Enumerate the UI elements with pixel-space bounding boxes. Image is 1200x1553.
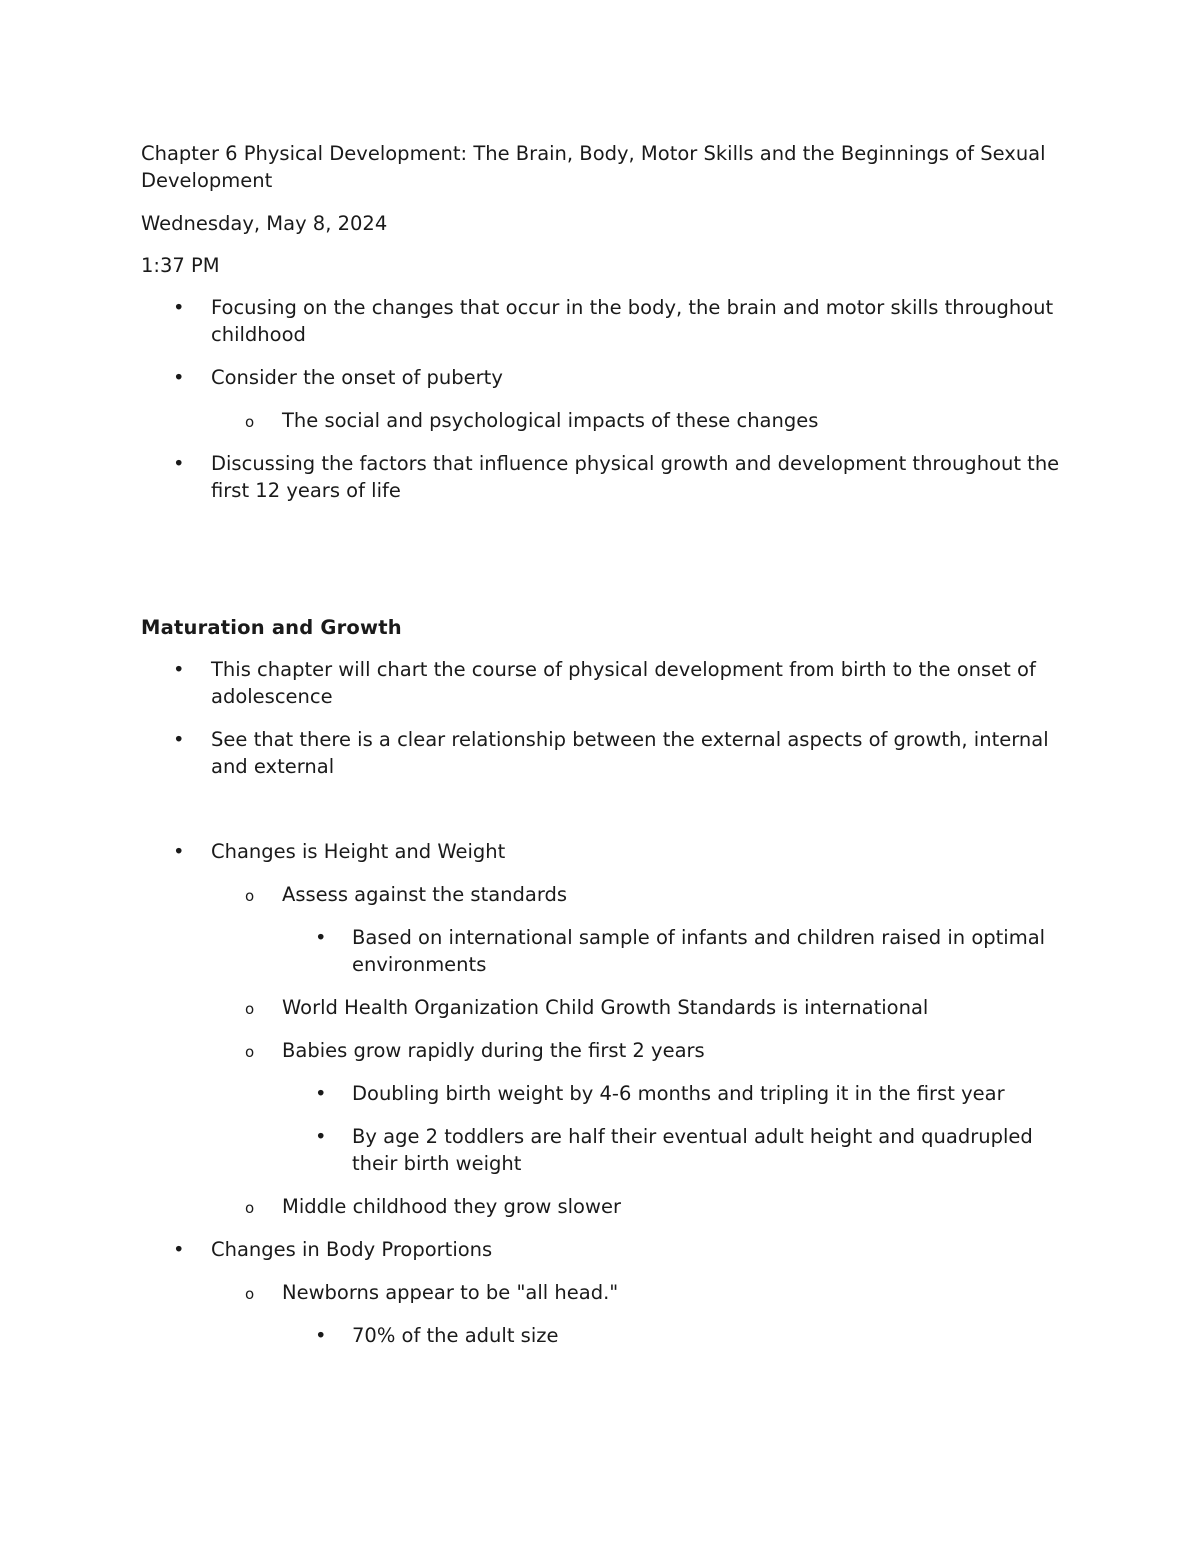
note-date: Wednesday, May 8, 2024 [141, 212, 388, 235]
list-item-text: Middle childhood they grow slower [282, 1195, 621, 1218]
list-item [141, 450, 1061, 504]
bullet-disc-icon: • [315, 1082, 327, 1105]
section-heading: Maturation and Growth [141, 616, 402, 639]
list-item-text: Consider the onset of puberty [211, 366, 503, 389]
list-item [141, 1193, 1061, 1220]
bullet-disc-icon: • [315, 1125, 327, 1148]
list-item-text: This chapter will chart the course of physical development from birth to the onset of adolescence [211, 658, 1036, 708]
bullet-disc-icon: • [173, 728, 185, 751]
list-item-text: See that there is a clear relationship between the external aspects of growth, internal and external [211, 728, 1049, 778]
list-item-text: Discussing the factors that influence physical growth and development throughout the first 12 years of life [211, 452, 1060, 502]
bullet-circle-icon: o [245, 1043, 255, 1061]
bullet-circle-icon: o [245, 887, 255, 905]
bullet-circle-icon: o [245, 413, 255, 431]
bullet-disc-icon: • [315, 1324, 327, 1347]
list-item [141, 656, 1061, 710]
intro-list [141, 294, 1061, 504]
list-item-text: Doubling birth weight by 4-6 months and tripling it in the first year [352, 1082, 1005, 1105]
list-item [141, 1080, 1061, 1107]
section-list-b [141, 838, 1061, 1349]
bullet-disc-icon: • [173, 658, 185, 681]
list-item [141, 364, 1061, 391]
list-item-text: Assess against the standards [282, 883, 568, 906]
list-item [141, 1123, 1061, 1177]
section-list-a [141, 656, 1061, 780]
note-title: Chapter 6 Physical Development: The Brain, Body, Motor Skills and the Beginnings of Sexual Development [141, 142, 1046, 192]
list-item-text: World Health Organization Child Growth Standards is international [282, 996, 929, 1019]
note-time: 1:37 PM [141, 254, 220, 277]
bullet-disc-icon: • [173, 1238, 185, 1261]
list-item-text: 70% of the adult size [352, 1324, 559, 1347]
list-item-text: Babies grow rapidly during the first 2 years [282, 1039, 705, 1062]
list-item [141, 407, 1061, 434]
spacer [141, 796, 1061, 838]
bullet-disc-icon: • [173, 840, 185, 863]
bullet-circle-icon: o [245, 1285, 255, 1303]
list-item [141, 994, 1061, 1021]
bullet-disc-icon: • [315, 926, 327, 949]
list-item-text: Focusing on the changes that occur in the body, the brain and motor skills throughout childhood [211, 296, 1054, 346]
list-item-text: The social and psychological impacts of these changes [282, 409, 819, 432]
list-item [141, 726, 1061, 780]
bullet-disc-icon: • [173, 296, 185, 319]
bullet-disc-icon: • [173, 366, 185, 389]
list-item-text: By age 2 toddlers are half their eventual adult height and quadrupled their birth weight [352, 1125, 1033, 1175]
list-item [141, 1322, 1061, 1349]
list-item [141, 924, 1061, 978]
bullet-circle-icon: o [245, 1000, 255, 1018]
bullet-circle-icon: o [245, 1199, 255, 1217]
list-item-text: Newborns appear to be "all head." [282, 1281, 619, 1304]
list-item [141, 838, 1061, 865]
list-item-text: Changes in Body Proportions [211, 1238, 493, 1261]
list-item-text: Based on international sample of infants and children raised in optimal environments [352, 926, 1046, 976]
note-page [141, 140, 1061, 1365]
list-item [141, 881, 1061, 908]
list-item [141, 1279, 1061, 1306]
bullet-disc-icon: • [173, 452, 185, 475]
list-item-text: Changes is Height and Weight [211, 840, 506, 863]
spacer [141, 520, 1061, 614]
list-item [141, 1037, 1061, 1064]
list-item [141, 1236, 1061, 1263]
list-item [141, 294, 1061, 348]
